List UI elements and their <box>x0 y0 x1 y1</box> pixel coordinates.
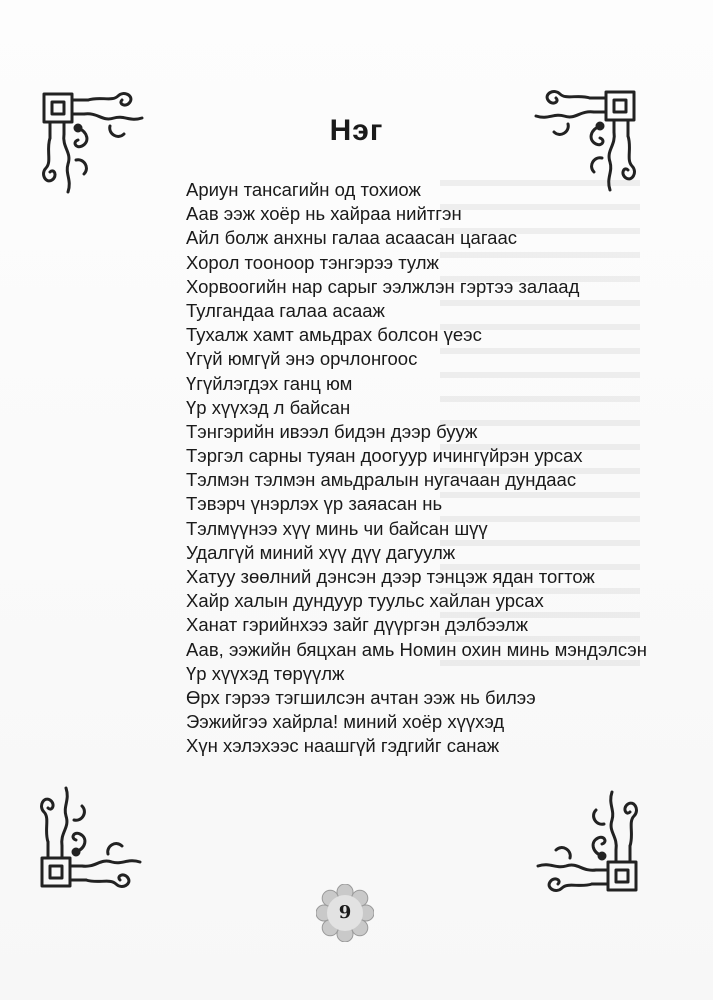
poem-line: Үгүй юмгүй энэ орчлонгоос <box>186 348 418 370</box>
poem-line: Хайр халын дундуур туульс хайлан урсах <box>186 590 544 612</box>
poem-line: Тэргэл сарны туяан доогуур ичингүйрэн урсах <box>186 445 583 467</box>
poem-line: Тулгандаа галаа асааж <box>186 299 385 321</box>
poem-line: Хорвоогийн нар сарыг ээлжлэн гэртээ залаад <box>186 275 580 297</box>
poem-line: Үр хүүхэд төрүүлж <box>186 662 345 684</box>
page-number-medallion <box>316 884 374 942</box>
poem-line: Тэлмэн тэлмэн амьдралын нугачаан дундаас <box>186 469 577 491</box>
poem-line: Үгүйлэгдэх ганц юм <box>186 372 353 394</box>
mongolian-knot-corner-icon <box>36 772 156 892</box>
poem-line: Аав, ээжийн бяцхан амь Номин охин минь мэндэлсэн <box>186 638 647 660</box>
mongolian-knot-corner-icon <box>38 88 158 208</box>
poem-line: Хүн хэлэхээс наашгүй гэдгийг санаж <box>186 735 500 757</box>
page-number: 9 <box>338 902 352 923</box>
poem-line: Хорол тооноор тэнгэрээ тулж <box>186 251 439 273</box>
poem-line: Аав ээж хоёр нь хайраа нийтгэн <box>186 203 462 225</box>
poem-line: Удалгүй миний хүү дүү дагуулж <box>186 541 456 563</box>
corner-ornament-bottom-right <box>522 776 642 896</box>
poem-line: Тухалж хамт амьдрах болсон үеэс <box>186 324 482 346</box>
poem-line: Тэнгэрийн ивээл бидэн дээр бууж <box>186 420 478 442</box>
poem-line: Хатуу зөөлний дэнсэн дээр тэнцэж ядан тогтож <box>186 566 595 587</box>
mongolian-knot-corner-icon <box>522 776 642 896</box>
corner-ornament-top-left <box>38 88 158 208</box>
poem-title: Нэг <box>329 114 384 147</box>
poem-line: Өрх гэрээ тэгшилсэн ачтан ээж нь билээ <box>186 686 536 708</box>
poem-line: Тэвэрч үнэрлэх үр заяасан нь <box>186 493 443 515</box>
poem-line: Айл болж анхны галаа асаасан цагаас <box>186 227 518 249</box>
poem-line: Ариун тансагийн од тохиож <box>186 179 421 200</box>
poem-line: Тэлмүүнээ хүү минь чи байсан шүү <box>186 517 488 539</box>
poem-line: Ээжийгээ хайрла! миний хоёр хүүхэд <box>186 711 505 733</box>
corner-ornament-bottom-left <box>36 772 156 892</box>
poem-line: Ханат гэрийнхээ зайг дүүргэн дэлбээлж <box>186 614 528 636</box>
poem-body <box>186 178 647 759</box>
poem-line: Үр хүүхэд л байсан <box>186 396 351 418</box>
